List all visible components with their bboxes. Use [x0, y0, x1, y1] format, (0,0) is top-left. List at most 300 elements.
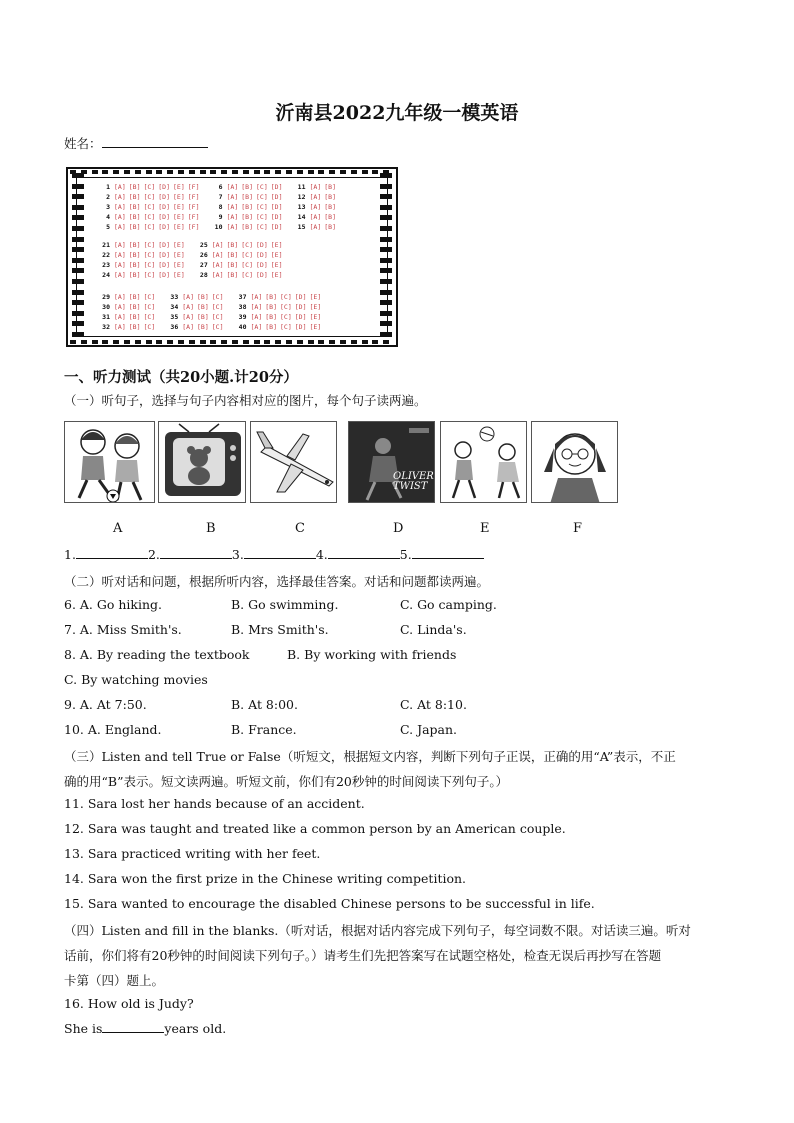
answer-bubble[interactable]: [D] — [294, 303, 307, 311]
poster-title-line1: OLIVER — [393, 471, 434, 482]
question-number: 40 — [238, 323, 247, 331]
answer-bubble[interactable]: [C] — [241, 271, 253, 279]
answer-group — [96, 293, 158, 301]
answer-bubble[interactable]: [D] — [158, 223, 170, 231]
answer-bubble[interactable]: [B] — [197, 323, 209, 331]
answer-bubble[interactable]: [D] — [158, 251, 170, 259]
q10-option-b: B. France. — [231, 722, 297, 737]
answer-bubble[interactable]: [D] — [294, 323, 307, 331]
picture-letter-a: A — [113, 521, 123, 536]
q10-option-a: 10. A. England. — [64, 722, 162, 737]
answer-bubble[interactable]: [D] — [270, 213, 283, 221]
answer-bubble[interactable]: [E] — [309, 293, 322, 301]
answer-bubble[interactable]: [C] — [143, 241, 156, 249]
timing-mark — [72, 279, 84, 284]
answer-bubble[interactable]: [C] — [241, 251, 253, 259]
picture-letter-c: C — [295, 521, 305, 536]
timing-mark — [92, 170, 98, 174]
answer-bubble[interactable]: [A] — [114, 303, 126, 311]
answer-bubble[interactable]: [B] — [226, 241, 239, 249]
answer-bubble[interactable]: [A] — [250, 303, 263, 311]
answer-bubble[interactable]: [C] — [280, 293, 292, 301]
answer-bubble[interactable]: [C] — [143, 303, 156, 311]
timing-mark — [380, 311, 392, 316]
statement-14: 14. Sara won the first prize in the Chinese writing competition. — [64, 871, 467, 886]
answer-group — [96, 223, 203, 231]
answer-bubble[interactable]: [A] — [114, 293, 126, 301]
picture-e-kids-ball — [440, 421, 527, 503]
answer-bubble[interactable]: [E] — [173, 183, 185, 191]
answer-bubble[interactable]: [B] — [197, 303, 209, 311]
timing-mark — [380, 258, 392, 263]
section-heading: 一、听力测试（共20小题.计20分） — [64, 369, 298, 386]
timing-mark — [72, 184, 84, 189]
q9-option-b: B. At 8:00. — [231, 697, 298, 712]
answer-bubble[interactable]: [D] — [158, 213, 170, 221]
timing-mark — [124, 340, 130, 344]
part4-instructions-line1: （四）Listen and fill in the blanks.（听对话，根据对话内容完成下列句子，每空词数不限。对话读三遍。听对 — [64, 923, 691, 938]
timing-mark — [254, 340, 260, 344]
answer-bubble[interactable]: [B] — [241, 203, 253, 211]
q10-option-c: C. Japan. — [400, 722, 458, 737]
q8-option-c: C. By watching movies — [64, 672, 208, 687]
poster-title-line2: TWIST — [393, 481, 428, 492]
timing-mark — [72, 194, 84, 199]
answer-bubble[interactable]: [A] — [211, 251, 224, 259]
answer-bubble[interactable]: [C] — [143, 261, 156, 269]
answer-bubble[interactable]: [B] — [324, 193, 336, 201]
answer-bubble[interactable]: [B] — [128, 203, 141, 211]
name-blank[interactable] — [102, 147, 208, 148]
answer-bubble[interactable]: [E] — [270, 251, 283, 259]
answer-bubble[interactable]: [E] — [309, 303, 322, 311]
answer-bubble[interactable]: [C] — [280, 323, 292, 331]
q9-option-a: 9. A. At 7:50. — [64, 697, 147, 712]
answer-bubble[interactable]: [C] — [256, 193, 268, 201]
timing-mark — [72, 311, 84, 316]
answer-bubble[interactable]: [C] — [241, 261, 253, 269]
timing-mark — [72, 226, 84, 231]
answer-bubble[interactable]: [D] — [270, 223, 283, 231]
timing-mark — [232, 340, 238, 344]
question-number: 1 — [106, 183, 110, 191]
answer-bubble[interactable]: [B] — [128, 251, 141, 259]
timing-mark — [362, 170, 368, 174]
answer-row — [96, 293, 330, 301]
answer-bubble[interactable]: [E] — [173, 213, 185, 221]
answer-bubble[interactable]: [A] — [226, 193, 239, 201]
answer-bubble[interactable]: [B] — [226, 271, 239, 279]
answer-bubble[interactable]: [A] — [211, 241, 224, 249]
answer-bubble[interactable]: [C] — [256, 203, 268, 211]
question-number: 34 — [170, 303, 179, 311]
question-number: 28 — [199, 271, 208, 279]
answer-bubble[interactable]: [A] — [309, 203, 322, 211]
question-number: 9 — [218, 213, 223, 221]
answer-16-blank[interactable] — [102, 1032, 164, 1033]
timing-mark — [380, 173, 392, 178]
answer-bubble[interactable]: [B] — [324, 223, 336, 231]
answer-bubble[interactable]: [B] — [265, 293, 277, 301]
answer-bubble[interactable]: [B] — [241, 213, 253, 221]
question-number: 5 — [106, 223, 110, 231]
answer-bubble[interactable]: [F] — [187, 223, 200, 231]
question-number: 32 — [102, 323, 110, 331]
answer-bubble[interactable]: [A] — [182, 303, 194, 311]
answer-bubble[interactable]: [C] — [241, 241, 253, 249]
answer-blank-3[interactable] — [244, 558, 316, 559]
answer-16-line — [64, 1021, 226, 1036]
question-number: 39 — [238, 313, 247, 321]
answer-bubble[interactable]: [C] — [280, 303, 292, 311]
answer-bubble[interactable]: [D] — [270, 183, 283, 191]
timing-mark — [308, 340, 314, 344]
timing-mark — [210, 340, 216, 344]
timing-mark — [210, 170, 216, 174]
question-number: 26 — [199, 251, 208, 259]
answer-group — [164, 303, 226, 311]
answer-bubble[interactable]: [B] — [226, 251, 239, 259]
answer-group — [209, 213, 286, 221]
answer-bubble[interactable]: [A] — [250, 293, 263, 301]
answer-bubble[interactable]: [A] — [114, 313, 126, 321]
answer-bubble[interactable]: [A] — [182, 323, 194, 331]
answer-bubble[interactable]: [D] — [158, 261, 170, 269]
timing-mark — [124, 170, 130, 174]
poster-title — [393, 472, 434, 492]
answer-bubble[interactable]: [C] — [143, 313, 156, 321]
timing-mark — [275, 170, 281, 174]
answer-bubble[interactable]: [A] — [309, 183, 322, 191]
answer-bubble[interactable]: [B] — [324, 213, 336, 221]
q7-option-c: C. Linda's. — [400, 622, 467, 637]
answer-bubble[interactable]: [D] — [158, 193, 170, 201]
question-number: 33 — [170, 293, 179, 301]
answer-bubble[interactable]: [C] — [143, 193, 156, 201]
question-number: 4 — [106, 213, 110, 221]
part4-instructions-line2: 话前，你们将有20秒钟的时间阅读下列句子。）请考生们先把答案写在试题空格处，检查无误后再抄写在答题 — [64, 948, 662, 963]
answer-bubble[interactable]: [A] — [226, 213, 239, 221]
answer-bubble[interactable]: [A] — [114, 241, 126, 249]
timing-mark — [372, 170, 378, 174]
answer-bubble[interactable]: [A] — [226, 183, 239, 191]
answer-group — [96, 271, 188, 279]
answer-bubble[interactable]: [E] — [173, 203, 185, 211]
picture-letter-d: D — [393, 521, 404, 536]
question-number: 21 — [102, 241, 110, 249]
answer-group — [209, 183, 286, 191]
name-line — [64, 134, 208, 152]
answer-bubble[interactable]: [A] — [250, 323, 263, 331]
answer-bubble[interactable]: [A] — [114, 223, 126, 231]
answer-bubble[interactable]: [B] — [128, 323, 141, 331]
q9-option-c: C. At 8:10. — [400, 697, 467, 712]
answer-bubble[interactable]: [E] — [309, 323, 322, 331]
question-number: 11 — [297, 183, 306, 191]
answer-bubble[interactable]: [B] — [241, 223, 253, 231]
answer-bubble[interactable]: [C] — [256, 223, 268, 231]
answer-bubble[interactable]: [F] — [187, 193, 200, 201]
answer-bubble[interactable]: [E] — [309, 313, 322, 321]
answer-bubble[interactable]: [E] — [270, 241, 283, 249]
answer-bubble[interactable]: [B] — [128, 271, 141, 279]
answer-bubble[interactable]: [E] — [173, 241, 185, 249]
blank-label-4: 4. — [315, 547, 328, 562]
answer-bubble[interactable]: [A] — [309, 223, 322, 231]
question-number: 36 — [170, 323, 179, 331]
answer-bubble[interactable]: [A] — [250, 313, 263, 321]
picture-b-tv-teddy — [158, 421, 246, 503]
timing-mark — [329, 170, 335, 174]
answer-bubble[interactable]: [B] — [128, 241, 141, 249]
answer-bubble[interactable]: [D] — [256, 251, 268, 259]
answer-bubble[interactable]: [B] — [128, 293, 141, 301]
answer-bubble[interactable]: [A] — [309, 213, 322, 221]
timing-mark — [340, 170, 346, 174]
timing-mark — [318, 340, 324, 344]
statement-13: 13. Sara practiced writing with her feet. — [64, 846, 321, 861]
answer-bubble[interactable]: [A] — [182, 293, 194, 301]
timing-mark — [351, 170, 357, 174]
blank-label-3: 3. — [231, 547, 244, 562]
answer-row — [96, 303, 330, 311]
answer-bubble[interactable]: [A] — [226, 203, 239, 211]
part1-answer-blanks — [64, 547, 484, 562]
answer-bubble[interactable]: [C] — [143, 183, 156, 191]
timing-mark — [200, 170, 206, 174]
answer-bubble[interactable]: [E] — [173, 223, 185, 231]
answer-row — [96, 251, 292, 259]
question-number: 38 — [238, 303, 247, 311]
question-number: 30 — [102, 303, 110, 311]
answer-group — [164, 323, 226, 331]
answer-bubble[interactable]: [A] — [114, 251, 126, 259]
answer-bubble[interactable]: [D] — [294, 313, 307, 321]
timing-mark — [380, 279, 392, 284]
answer-bubble[interactable]: [B] — [226, 261, 239, 269]
timing-mark — [380, 226, 392, 231]
answer-bubble[interactable]: [B] — [265, 323, 277, 331]
answer-bubble[interactable]: [C] — [280, 313, 292, 321]
name-label: 姓名： — [64, 136, 102, 151]
timing-mark — [156, 340, 162, 344]
timing-mark — [340, 340, 346, 344]
answer-bubble[interactable]: [B] — [128, 261, 141, 269]
answer-bubble[interactable]: [C] — [211, 293, 224, 301]
statement-11: 11. Sara lost her hands because of an accident. — [64, 796, 365, 811]
answer-bubble[interactable]: [D] — [256, 241, 268, 249]
answer-bubble[interactable]: [B] — [197, 313, 209, 321]
answer-blank-4[interactable] — [328, 558, 400, 559]
timing-mark — [113, 340, 119, 344]
answer-group — [233, 323, 325, 331]
timing-mark — [72, 290, 84, 295]
answer-bubble[interactable]: [E] — [173, 193, 185, 201]
answer-bubble[interactable]: [D] — [158, 241, 170, 249]
q7-option-a: 7. A. Miss Smith's. — [64, 622, 182, 637]
answer-bubble[interactable]: [F] — [187, 213, 200, 221]
timing-mark — [254, 170, 260, 174]
answer-group — [96, 261, 188, 269]
timing-mark — [286, 170, 292, 174]
answer-bubble[interactable]: [C] — [143, 251, 156, 259]
timing-mark — [383, 340, 389, 344]
answer-blank-1[interactable] — [76, 558, 148, 559]
picture-f-girl-glasses — [531, 421, 618, 503]
question-number: 24 — [102, 271, 110, 279]
timing-mark — [189, 340, 195, 344]
timing-mark — [81, 340, 87, 344]
timing-mark — [380, 237, 392, 242]
timing-mark — [308, 170, 314, 174]
part1-instructions: （一）听句子，选择与句子内容相对应的图片，每个句子读两遍。 — [64, 393, 427, 408]
answer-bubble[interactable]: [C] — [143, 213, 156, 221]
question-number: 27 — [199, 261, 208, 269]
answer-bubble[interactable]: [C] — [256, 183, 268, 191]
answer-bubble[interactable]: [C] — [143, 203, 156, 211]
answer-bubble[interactable]: [A] — [114, 213, 126, 221]
timing-mark — [72, 300, 84, 305]
answer-group — [194, 261, 286, 269]
answer-bubble[interactable]: [C] — [143, 323, 156, 331]
answer-bubble[interactable]: [B] — [265, 303, 277, 311]
timing-mark — [297, 340, 303, 344]
answer-bubble[interactable]: [A] — [114, 193, 126, 201]
answer-bubble[interactable]: [A] — [114, 261, 126, 269]
answer-bubble[interactable]: [E] — [270, 271, 283, 279]
answer-group — [96, 183, 203, 191]
answer-group — [96, 241, 188, 249]
answer-bubble[interactable]: [C] — [143, 271, 156, 279]
answer-bubble[interactable]: [B] — [128, 193, 141, 201]
answer-bubble[interactable]: [D] — [256, 271, 268, 279]
timing-mark — [380, 268, 392, 273]
answer-bubble[interactable]: [B] — [128, 213, 141, 221]
timing-mark — [362, 340, 368, 344]
timing-mark — [102, 340, 108, 344]
question-number: 10 — [214, 223, 223, 231]
answer-row — [96, 213, 345, 221]
answer-bubble[interactable]: [E] — [270, 261, 283, 269]
part4-instructions-line3: 卡第（四）题上。 — [64, 973, 165, 988]
blank-label-5: 5. — [399, 547, 412, 562]
answer-bubble[interactable]: [A] — [226, 223, 239, 231]
answer-blank-5[interactable] — [412, 558, 484, 559]
answer-bubble[interactable]: [B] — [265, 313, 277, 321]
blank-label-2: 2. — [147, 547, 160, 562]
timing-mark — [167, 170, 173, 174]
timing-mark — [232, 170, 238, 174]
answer-16-suffix: years old. — [164, 1021, 227, 1036]
answer-bubble[interactable]: [E] — [173, 251, 185, 259]
question-number: 3 — [106, 203, 110, 211]
timing-mark — [92, 340, 98, 344]
answer-bubble[interactable]: [D] — [158, 271, 170, 279]
answer-group — [292, 193, 340, 201]
answer-row — [96, 313, 330, 321]
answer-group — [96, 251, 188, 259]
timing-mark — [380, 332, 392, 337]
timing-mark — [380, 184, 392, 189]
answer-bubble[interactable]: [B] — [241, 183, 253, 191]
answer-group — [164, 293, 226, 301]
answer-bubble[interactable]: [D] — [270, 193, 283, 201]
answer-group — [292, 223, 340, 231]
answer-bubble[interactable]: [A] — [211, 261, 224, 269]
answer-bubble[interactable]: [F] — [187, 183, 200, 191]
answer-bubble[interactable]: [A] — [114, 183, 126, 191]
answer-bubble[interactable]: [B] — [324, 183, 336, 191]
answer-bubble[interactable]: [B] — [324, 203, 336, 211]
answer-group — [209, 203, 286, 211]
timing-mark — [189, 170, 195, 174]
answer-bubble[interactable]: [B] — [197, 293, 209, 301]
answer-bubble[interactable]: [C] — [143, 293, 156, 301]
answer-bubble[interactable]: [C] — [143, 223, 156, 231]
picture-c-airplane — [250, 421, 337, 503]
timing-mark — [380, 194, 392, 199]
answer-group — [233, 303, 325, 311]
timing-mark — [286, 340, 292, 344]
answer-bubble[interactable]: [E] — [173, 271, 185, 279]
timing-mark — [243, 340, 249, 344]
answer-bubble[interactable]: [C] — [256, 213, 268, 221]
answer-bubble[interactable]: [A] — [114, 323, 126, 331]
timing-mark — [297, 170, 303, 174]
picture-d-oliver-twist-poster — [348, 421, 435, 503]
answer-bubble[interactable]: [B] — [128, 313, 141, 321]
question-number: 2 — [106, 193, 110, 201]
timing-mark — [146, 340, 152, 344]
answer-bubble[interactable]: [E] — [173, 261, 185, 269]
answer-bubble[interactable]: [B] — [128, 303, 141, 311]
answer-bubble[interactable]: [D] — [270, 203, 283, 211]
answer-bubble[interactable]: [D] — [158, 183, 170, 191]
answer-bubble[interactable]: [A] — [309, 193, 322, 201]
answer-bubble[interactable]: [D] — [294, 293, 307, 301]
answer-bubble[interactable]: [C] — [211, 323, 224, 331]
answer-group — [209, 223, 286, 231]
timing-mark — [264, 170, 270, 174]
answer-bubble[interactable]: [F] — [187, 203, 200, 211]
answer-bubble[interactable]: [B] — [241, 193, 253, 201]
answer-group — [96, 213, 203, 221]
timing-mark — [380, 205, 392, 210]
answer-bubble[interactable]: [A] — [114, 203, 126, 211]
answer-bubble[interactable]: [A] — [114, 271, 126, 279]
answer-bubble[interactable]: [A] — [211, 271, 224, 279]
answer-bubble[interactable]: [B] — [128, 183, 141, 191]
answer-bubble[interactable]: [D] — [158, 203, 170, 211]
answer-bubble[interactable]: [D] — [256, 261, 268, 269]
answer-bubble[interactable]: [B] — [128, 223, 141, 231]
question-number: 25 — [199, 241, 208, 249]
answer-bubble[interactable]: [C] — [211, 313, 224, 321]
part2-instructions: （二）听对话和问题，根据所听内容，选择最佳答案。对话和问题都读两遍。 — [64, 574, 490, 589]
timing-mark — [72, 247, 84, 252]
answer-blank-2[interactable] — [160, 558, 232, 559]
answer-bubble[interactable]: [C] — [211, 303, 224, 311]
answer-sheet — [66, 167, 398, 347]
picture-letter-b: B — [206, 521, 216, 536]
answer-bubble[interactable]: [A] — [182, 313, 194, 321]
timing-mark — [72, 237, 84, 242]
timing-mark — [221, 170, 227, 174]
answer-group — [194, 241, 286, 249]
answer-row — [96, 193, 345, 201]
timing-mark — [72, 215, 84, 220]
question-number: 15 — [297, 223, 306, 231]
